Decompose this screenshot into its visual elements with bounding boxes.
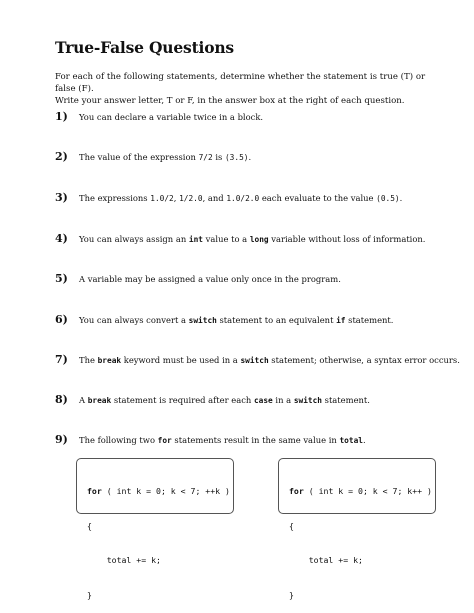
- question-1: [55, 110, 455, 126]
- question-text: You can always convert a switch statement to an equivalent if statement.: [79, 315, 394, 325]
- question-4: [55, 232, 455, 248]
- question-text: A variable may be assigned a value only once in the program.: [79, 274, 341, 284]
- question-text: You can declare a variable twice in a block.: [79, 112, 264, 122]
- question-number: 5): [55, 272, 68, 285]
- question-2: [55, 150, 455, 166]
- question-9: [55, 433, 455, 449]
- question-number: 2): [55, 150, 68, 163]
- code-block-left: for ( int k = 0; k < 7; ++k ) { total += k; }: [76, 458, 234, 514]
- instruction-line-2: Write your answer letter, T or F, in the answer box at the right of each question.: [55, 96, 405, 106]
- question-text: The break keyword must be used in a switch statement; otherwise, a syntax error occurs.: [79, 355, 460, 365]
- question-number: 8): [55, 393, 68, 406]
- question-text: The following two for statements result in the same value in total.: [79, 435, 366, 445]
- page-title: True-False Questions: [55, 38, 234, 57]
- question-8: [55, 393, 455, 409]
- question-number: 7): [55, 353, 68, 366]
- question-7: [55, 353, 460, 369]
- question-text: The value of the expression 7/2 is (3.5).: [79, 152, 252, 162]
- instruction-line-1: For each of the following statements, determine whether the statement is true (T) or false (F).: [55, 72, 426, 94]
- code-block-right: for ( int k = 0; k < 7; k++ ) { total += k; }: [278, 458, 436, 514]
- question-text: You can always assign an int value to a long variable without loss of information.: [79, 234, 426, 244]
- question-3: [55, 191, 455, 207]
- question-number: 4): [55, 232, 68, 245]
- question-number: 1): [55, 110, 68, 123]
- question-6: [55, 313, 455, 329]
- question-text: The expressions 1.0/2, 1/2.0, and 1.0/2.0 each evaluate to the value (0.5).: [79, 193, 403, 203]
- question-5: [55, 272, 455, 288]
- question-number: 9): [55, 433, 68, 446]
- question-text: A break statement is required after each case in a switch statement.: [79, 395, 370, 405]
- instructions: [55, 71, 435, 107]
- question-number: 6): [55, 313, 68, 326]
- question-number: 3): [55, 191, 68, 204]
